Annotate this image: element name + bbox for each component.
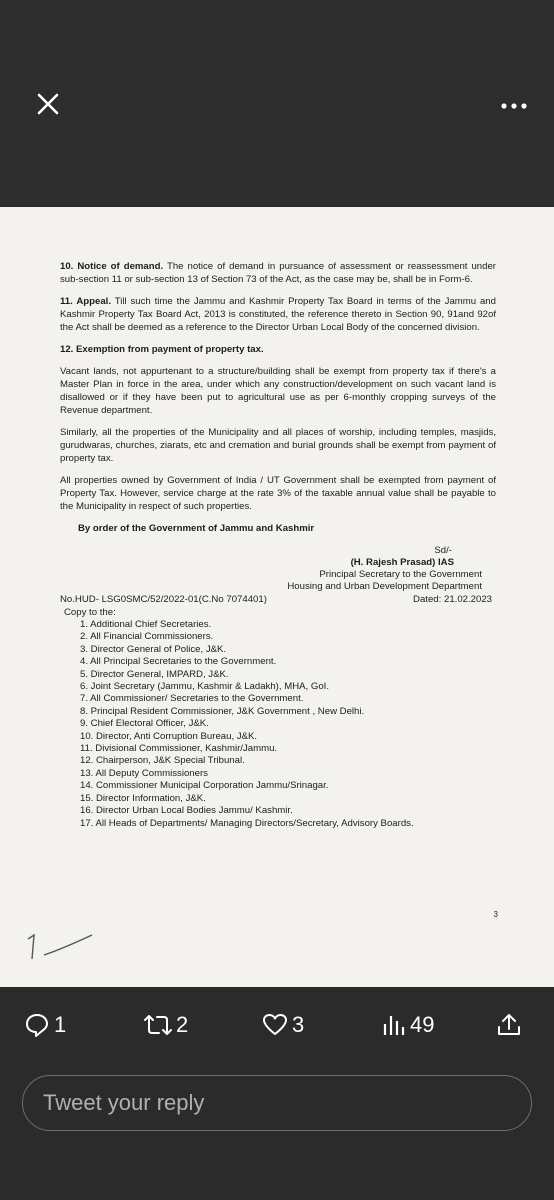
designation-2: Housing and Urban Development Department (287, 581, 482, 592)
list-item: 4. All Principal Secretaries to the Government. (80, 656, 277, 668)
list-item: 6. Joint Secretary (Jammu, Kashmir & Ladakh), MHA, GoI. (80, 681, 329, 693)
sd-label: Sd/- (434, 545, 452, 556)
list-item: 1. Additional Chief Secretaries. (80, 619, 212, 630)
reply-icon (24, 1012, 50, 1038)
signature-block (60, 545, 482, 593)
handwritten-mark (22, 925, 102, 965)
views-icon (382, 1012, 406, 1038)
list-item: 3. Director General of Police, J&K. (80, 643, 227, 655)
list-item: 10. Director, Anti Corruption Bureau, J&K. (80, 730, 258, 742)
list-item: 12. Chairperson, J&K Special Tribunal. (80, 755, 245, 767)
section-12-heading: 12. Exemption from payment of property tax. (60, 344, 264, 355)
more-icon (494, 94, 534, 118)
list-item: 8. Principal Resident Commissioner, J&K Government , New Delhi. (80, 705, 365, 717)
section-11-text: Till such time the Jammu and Kashmir Property Tax Board in terms of the Jammu and Kashmir Property Tax Board Act, 2013 is constituted, the reference thereto in Section 90, 91and 92of the Act shall be deemed as a reference to the Director Urban Local Body of the concerned division. (60, 296, 496, 333)
like-count: 3 (292, 1012, 305, 1037)
close-button[interactable] (28, 84, 68, 124)
section-11-heading: 11. Appeal. (60, 296, 111, 307)
views-button[interactable] (382, 1012, 434, 1038)
copy-to-heading: Copy to the: (64, 607, 116, 618)
heart-icon (262, 1012, 288, 1038)
document-image[interactable] (0, 207, 554, 987)
list-item: 13. All Deputy Commissioners (80, 767, 208, 779)
list-item: 16. Director Urban Local Bodies Jammu/ Kashmir. (80, 805, 293, 817)
page-number: 3 (493, 910, 498, 919)
reply-button[interactable] (24, 1012, 66, 1038)
reference-number: No.HUD- LSG0SMC/52/2022-01(C.No 7074401) (60, 594, 267, 605)
close-icon (28, 84, 68, 124)
reference-line (60, 593, 496, 606)
section-12-para-c: All properties owned by Government of India / UT Government shall be exempted from payment of Property Tax. However, service charge at the rate 3% of the taxable annual value shall be payable to the Municipality in respect of such properties. (60, 475, 496, 512)
list-item: 17. All Heads of Departments/ Managing Directors/Secretary, Advisory Boards. (80, 817, 414, 829)
share-button[interactable] (496, 1012, 522, 1038)
list-item: 15. Director Information, J&K. (80, 792, 206, 804)
viewer-top-bar (0, 0, 554, 205)
like-button[interactable] (262, 1012, 304, 1038)
list-item: 5. Director General, IMPARD, J&K. (80, 668, 229, 680)
list-item: 7. All Commissioner/ Secretaries to the Government. (80, 693, 304, 705)
designation-1: Principal Secretary to the Government (319, 569, 482, 580)
list-item: 2. All Financial Commissioners. (80, 631, 214, 643)
list-item: 11. Divisional Commissioner, Kashmir/Jammu. (80, 743, 278, 755)
retweet-count: 2 (176, 1012, 189, 1037)
more-options-button[interactable] (494, 94, 534, 118)
document-body (60, 260, 496, 830)
retweet-button[interactable] (144, 1012, 188, 1038)
section-10 (60, 260, 496, 286)
list-item: 9. Chief Electoral Officer, J&K. (80, 718, 209, 730)
dated: Dated: 21.02.2023 (413, 594, 492, 605)
tweet-action-bar (0, 1000, 554, 1052)
section-12-para-b: Similarly, all the properties of the Municipality and all places of worship, including temples, masjids, gurudwaras, churches, ziarats, etc and cremation and burial grounds shall be exempt from payment of property tax. (60, 427, 496, 464)
section-10-heading: 10. Notice of demand. (60, 261, 164, 272)
section-12-para-a: Vacant lands, not appurtenant to a structure/building shall be exempt from property tax if there's a Master Plan in force in the area, under which any construction/development on such vacant land is disallowed or if they have been put to agricultural use as per 6-monthly cropping surveys of the Revenue department. (60, 366, 496, 416)
reply-count: 1 (54, 1012, 67, 1037)
order-line: By order of the Government of Jammu and Kashmir (78, 523, 315, 534)
view-count: 49 (410, 1012, 435, 1037)
list-item: 14. Commissioner Municipal Corporation Jammu/Srinagar. (80, 780, 329, 792)
copy-list (60, 619, 496, 830)
retweet-icon (144, 1012, 172, 1038)
share-icon (496, 1012, 522, 1038)
section-10-text: The notice of demand in pursuance of assessment or reassessment under sub-section 11 or sub-section 13 of Section 73 of the Act, as the case may be, shall be in Form-6. (60, 261, 496, 285)
section-11 (60, 295, 496, 334)
reply-input[interactable]: Tweet your reply (22, 1075, 532, 1131)
signatory-name: (H. Rajesh Prasad) IAS (350, 557, 454, 568)
